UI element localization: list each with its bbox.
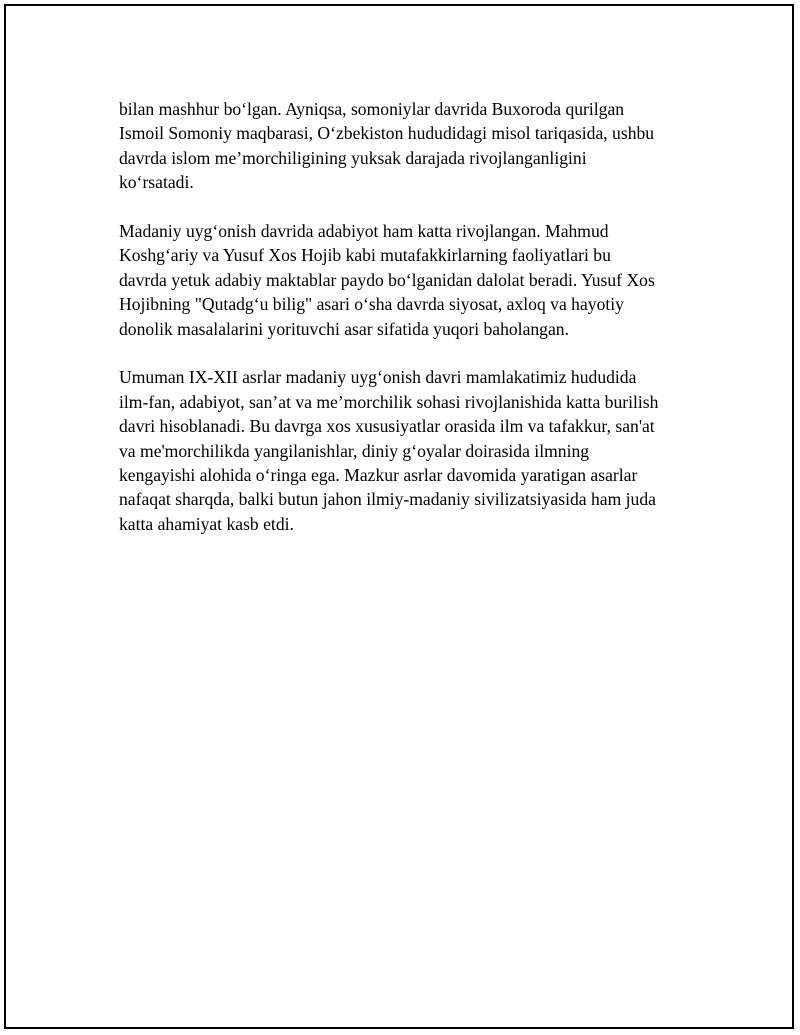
text-column xyxy=(119,97,699,561)
paragraph-renaissance-summary: Umuman IX-XII asrlar madaniy uyg‘onish davri mamlakatimiz hududida ilm-fan, adabiyot, san’at va me’morchilik sohasi rivojlanishida katta burilish davri hisoblanadi. Bu davrga xos xususiyatlar orasida ilm va tafakkur, san'at va me'morchilikda yangilanishlar, diniy g‘oyalar doirasida ilmning kengayishi alohida o‘ringa ega. Mazkur asrlar davomida yaratigan asarlar nafaqat sharqda, balki butun jahon ilmiy-madaniy sivilizatsiyasida ham juda katta ahamiyat kasb etdi. xyxy=(119,367,659,534)
paragraph-mausoleum: bilan mashhur bo‘lgan. Ayniqsa, somoniylar davrida Buxoroda qurilgan Ismoil Somoniy maqbarasi, O‘zbekiston hududidagi misol tariqasida, ushbu davrda islom me’morchiligining yuksak darajada rivojlanganligini ko‘rsatadi. xyxy=(119,99,655,193)
paragraph-literature: Madaniy uyg‘onish davrida adabiyot ham katta rivojlangan. Mahmud Koshg‘ariy va Yusuf Xos Hojib kabi mutafakkirlarning faoliyatlari bu davrda yetuk adabiy maktablar paydo bo‘lganidan dalolat beradi. Yusuf Xos Hojibning "Qutadg‘u bilig" asari o‘sha davrda siyosat, axloq va hayotiy donolik masalalarini yorituvchi asar sifatida yuqori baholangan. xyxy=(119,221,655,339)
page-frame xyxy=(4,4,794,1029)
